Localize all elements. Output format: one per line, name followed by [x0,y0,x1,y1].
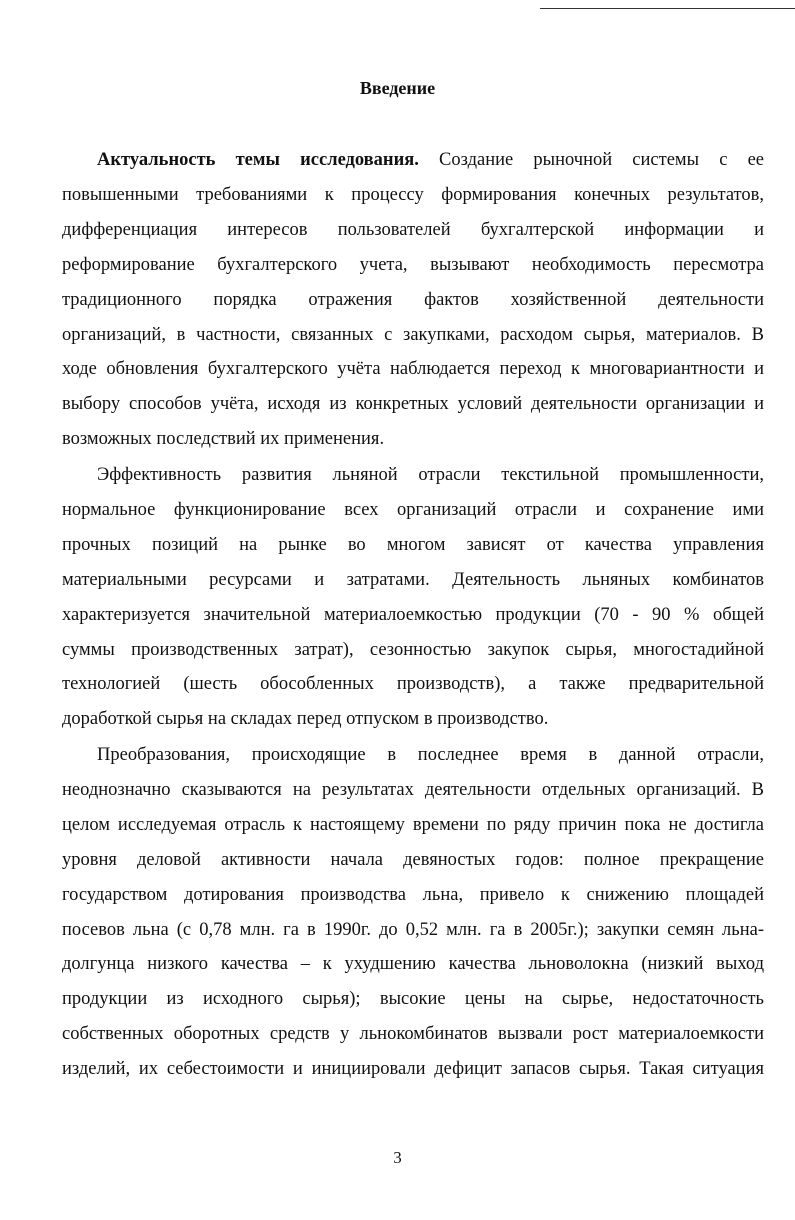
line-text: целом исследуемая отрасль к настоящему времени по ряду причин пока не достигла [62,814,764,835]
page-title: Введение [359,78,436,98]
text-line [62,392,764,416]
line-text: Создание рыночной системы с ее [418,150,765,170]
line-text: повышенными требованиями к процессу формирования конечных результатов, [62,184,764,205]
line-text: технологией (шесть обособленных производств), а также предварительной [62,674,764,695]
text-line [62,883,764,907]
line-text: долгунца низкого качества – к ухудшению качества льноволокна (низкий выход [62,954,764,975]
text-line [62,778,764,802]
text-line [97,743,764,767]
line-text: ходе обновления бухгалтерского учёта наблюдается переход к многовариантности и [62,359,764,380]
line-text: прочных позиций на рынке во многом зависят от качества управления [62,534,764,555]
text-line [62,288,764,312]
line-text: Эффективность развития льняной отрасли текстильной промышленности, [97,465,764,485]
line-text: организаций, в частности, связанных с закупками, расходом сырья, материалов. В [62,324,764,345]
text-line [62,218,764,242]
text-line [62,357,764,381]
text-line [62,498,764,522]
text-line [62,813,764,837]
text-line [62,707,764,731]
text-line [62,987,764,1011]
text-line [62,952,764,976]
text-line [62,848,764,872]
text-line [97,148,764,172]
text-line [62,638,764,662]
text-line [62,603,764,627]
line-text: дифференциация интересов пользователей бухгалтерской информации и [62,219,764,240]
line-text: традиционного порядка отражения фактов хозяйственной деятельности [62,289,764,310]
line-text: продукции из исходного сырья); высокие цены на сырье, недостаточность [62,989,764,1010]
line-text: материальными ресурсами и затратами. Деятельность льняных комбинатов [62,569,764,590]
line-text: Преобразования, происходящие в последнее время в данной отрасли, [97,745,764,765]
line-text: возможных последствий их применения. [62,429,385,450]
line-text: характеризуется значительной материалоемкостью продукции (70 - 90 % общей [62,604,764,625]
text-line [62,1057,764,1081]
text-line [62,533,764,557]
text-line [62,1022,764,1046]
line-text: суммы производственных затрат), сезонностью закупок сырья, многостадийной [62,639,764,660]
text-line [62,672,764,696]
line-text: государством дотирования производства льна, привело к снижению площадей [62,884,764,905]
text-line [62,568,764,592]
text-line [62,918,764,942]
line-text: уровня деловой активности начала девяностых годов: полное прекращение [62,849,764,870]
text-line [62,183,764,207]
line-text: неоднозначно сказываются на результатах деятельности отдельных организаций. В [62,779,764,800]
section-lead-heading: Актуальность темы исследования. [97,150,419,170]
line-text: изделий, их себестоимости и инициировали дефицит запасов сырья. Такая ситуация [62,1059,764,1080]
text-line [97,463,764,487]
page-number: 3 [393,1148,402,1167]
text-line [62,253,764,277]
text-line [62,427,764,451]
line-text: собственных оборотных средств у льнокомбинатов вызвали рост материалоемкости [62,1024,764,1045]
line-text: выбору способов учёта, исходя из конкретных условий деятельности организации и [62,394,764,415]
line-text: нормальное функционирование всех организаций отрасли и сохранение ими [62,499,764,520]
scan-top-rule [540,8,795,9]
text-line [62,323,764,347]
line-text: посевов льна (с 0,78 млн. га в 1990г. до 0,52 млн. га в 2005г.); закупки семян льна- [62,919,764,940]
line-text: реформирование бухгалтерского учета, вызывают необходимость пересмотра [62,254,764,275]
line-text: доработкой сырья на складах перед отпуском в производство. [62,709,549,730]
